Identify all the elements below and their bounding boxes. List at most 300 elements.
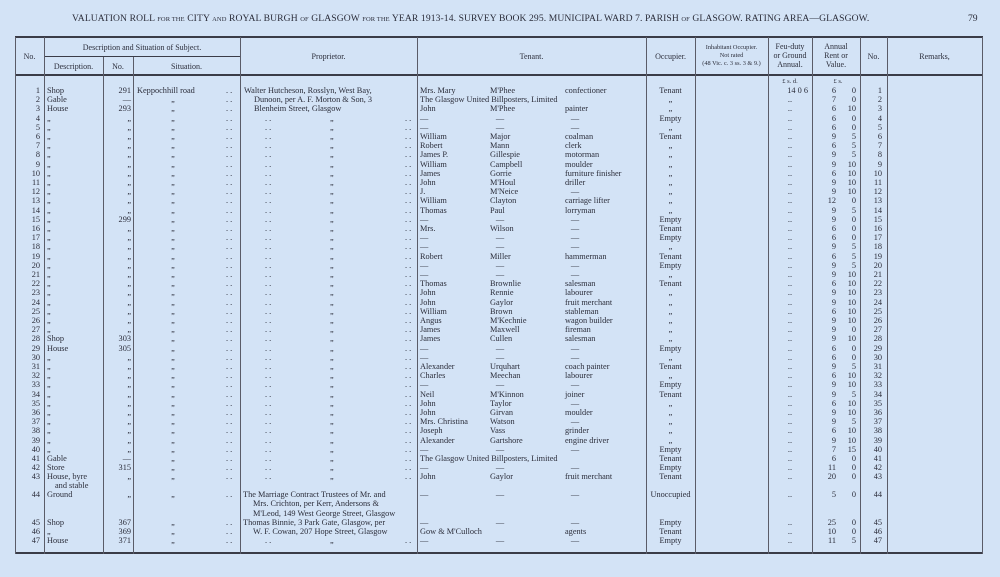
proprietor-ditto: „ <box>330 316 334 325</box>
rent-units: £ s. <box>833 78 843 85</box>
dot-leader: . . <box>226 518 233 527</box>
feu-duty: .. <box>787 454 793 463</box>
feu-duty: .. <box>787 288 793 298</box>
row-description: House, byre <box>47 472 88 482</box>
tenant-first-name: James <box>420 168 441 178</box>
row-situation: „ <box>171 168 175 178</box>
occupier: „ <box>668 398 673 408</box>
row-description: House <box>47 536 69 545</box>
proprietor-ditto: „ <box>330 362 334 371</box>
row-description: „ <box>47 352 51 362</box>
rent-shillings: 10 <box>847 187 856 197</box>
proprietor-ditto-dots: . . <box>265 279 272 289</box>
rent-pounds: 9 <box>831 325 836 335</box>
rent-shillings: 10 <box>847 297 856 307</box>
feu-duty: .. <box>787 343 793 353</box>
tenant-first-name: John <box>420 297 436 307</box>
tenant-first-name: — <box>420 352 429 362</box>
row-number-right: 21 <box>873 270 882 279</box>
occupier: „ <box>668 426 673 436</box>
proprietor-ditto-dots: . . <box>265 159 272 169</box>
row-description: „ <box>47 316 51 325</box>
proprietor-ditto-dots: . . <box>265 380 272 390</box>
row-situation: „ <box>171 224 175 233</box>
row-number: 31 <box>31 362 40 371</box>
proprietor-line: Blenheim Street, Glasgow <box>254 104 342 114</box>
occupier: „ <box>668 306 673 316</box>
tenant-surname: M'Kinnon <box>490 389 524 399</box>
dot-leader: . . <box>226 251 233 261</box>
table-top-rule <box>15 36 983 38</box>
row-description: „ <box>47 122 51 132</box>
feu-duty: .. <box>787 196 793 206</box>
header-line: Feu-duty <box>775 42 805 51</box>
row-number-right: 17 <box>873 233 882 243</box>
dot-leader: . . <box>226 141 233 151</box>
row-number-right: 33 <box>873 380 882 390</box>
rent-shillings: 0 <box>851 325 856 335</box>
occupier: „ <box>668 205 673 215</box>
rent-shillings: 10 <box>847 371 856 381</box>
rent-pounds: 6 <box>831 343 836 353</box>
rent-pounds: 6 <box>831 168 836 178</box>
row-number: 23 <box>31 288 40 298</box>
dot-leader: . . <box>226 205 233 215</box>
tenant-occupation: agents <box>565 527 587 536</box>
feu-duty: .. <box>787 518 793 527</box>
dot-leader: . . <box>405 435 412 445</box>
row-house-number: „ <box>127 270 131 279</box>
dot-leader: . . <box>226 306 233 316</box>
rent-pounds: 9 <box>831 205 836 215</box>
row-number: 40 <box>31 444 40 454</box>
tenant-surname: — <box>495 380 505 390</box>
dot-leader: . . <box>226 527 233 536</box>
title-part: AND <box>212 16 227 23</box>
row-house-number: — <box>122 454 131 463</box>
tenant-first-name: J. <box>420 187 426 197</box>
row-number: 24 <box>31 297 40 307</box>
proprietor-ditto-dots: . . <box>265 224 272 233</box>
row-description: „ <box>47 224 51 233</box>
feu-duty: .. <box>787 104 793 114</box>
row-house-number: 369 <box>118 527 131 536</box>
occupier: Tenant <box>659 86 682 95</box>
dot-leader: . . <box>226 316 233 325</box>
feu-duty: .. <box>787 205 793 215</box>
tenant-surname: Gillespie <box>490 150 520 160</box>
proprietor-ditto-dots: . . <box>265 178 272 187</box>
row-description: Gable <box>47 454 67 463</box>
header-line: Annual. <box>777 60 803 69</box>
proprietor-line: The Marriage Contract Trustees of Mr. and <box>243 490 386 499</box>
proprietor-ditto-dots: . . <box>265 435 272 445</box>
proprietor-ditto: „ <box>330 132 334 141</box>
proprietor-ditto: „ <box>330 150 334 160</box>
dot-leader: . . <box>226 536 233 545</box>
tenant-first-name: Thomas <box>420 279 447 289</box>
tenant-surname: Taylor <box>490 398 512 408</box>
proprietor-ditto: „ <box>330 398 334 408</box>
occupier: Empty <box>659 214 682 224</box>
title-part: OF <box>300 16 309 23</box>
tenant-first-name: John <box>420 398 436 408</box>
occupier: „ <box>668 325 673 335</box>
feu-duty: .. <box>787 242 793 252</box>
tenant-surname: Major <box>490 132 511 141</box>
rent-shillings: 0 <box>851 463 856 473</box>
rent-shillings: 5 <box>851 205 856 215</box>
occupier: Empty <box>659 260 682 270</box>
row-number: 36 <box>31 408 40 417</box>
proprietor-ditto-dots: . . <box>265 334 272 344</box>
feu-duty: .. <box>787 408 793 417</box>
tenant-occupation: fruit merchant <box>565 297 613 307</box>
title-part: ROYAL BURGH <box>229 13 298 24</box>
rent-pounds: 9 <box>831 270 836 279</box>
rent-pounds: 6 <box>831 113 836 123</box>
tenant-name: The Glasgow United Billposters, Limited <box>420 95 558 105</box>
tenant-occupation: engine driver <box>565 435 610 445</box>
rent-pounds: 6 <box>831 224 836 233</box>
feu-duty: .. <box>787 306 793 316</box>
proprietor-ditto: „ <box>330 536 334 545</box>
proprietor-ditto-dots: . . <box>265 343 272 353</box>
proprietor-ditto: „ <box>330 352 334 362</box>
occupier: „ <box>668 242 673 252</box>
tenant-surname: — <box>495 113 505 123</box>
header-no: No. <box>23 52 36 61</box>
occupier: „ <box>668 408 673 417</box>
row-situation: „ <box>171 527 175 536</box>
header-number: No. <box>112 62 124 71</box>
column-rule <box>887 37 888 554</box>
feu-duty: .. <box>787 297 793 307</box>
tenant-first-name: Mrs. Christina <box>420 417 468 427</box>
row-number-right: 42 <box>873 463 882 473</box>
proprietor-line: Thomas Binnie, 3 Park Gate, Glasgow, per <box>243 518 386 527</box>
dot-leader: . . <box>226 352 233 362</box>
row-situation: „ <box>171 389 175 399</box>
proprietor-ditto-dots: . . <box>265 205 272 215</box>
dot-leader: . . <box>226 454 233 463</box>
tenant-occupation: moulder <box>565 159 593 169</box>
tenant-first-name: Alexander <box>420 362 455 371</box>
feu-duty: .. <box>787 472 793 482</box>
row-situation: „ <box>171 352 175 362</box>
tenant-surname: — <box>495 233 505 243</box>
column-rule <box>44 37 45 554</box>
proprietor-ditto: „ <box>330 306 334 316</box>
row-description: „ <box>47 325 51 335</box>
tenant-occupation: — <box>570 122 580 132</box>
proprietor-ditto: „ <box>330 472 334 482</box>
rent-pounds: 7 <box>831 95 836 105</box>
feu-duty: .. <box>787 334 793 344</box>
row-situation: „ <box>171 490 175 499</box>
dot-leader: . . <box>405 224 412 233</box>
proprietor-ditto-dots: . . <box>265 270 272 279</box>
row-description: „ <box>47 297 51 307</box>
row-number-right: 27 <box>873 325 882 335</box>
occupier: „ <box>668 270 673 279</box>
dot-leader: . . <box>226 389 233 399</box>
feu-duty: .. <box>787 371 793 381</box>
rent-shillings: 0 <box>851 196 856 206</box>
row-number: 16 <box>31 224 40 233</box>
header-line: Value. <box>825 60 847 69</box>
row-number-right: 30 <box>873 352 882 362</box>
tenant-surname: Gartshore <box>490 435 523 445</box>
tenant-occupation: driller <box>565 178 586 187</box>
rent-pounds: 9 <box>831 297 836 307</box>
tenant-surname: Clayton <box>490 196 517 206</box>
proprietor-ditto: „ <box>330 279 334 289</box>
rent-shillings: 10 <box>847 408 856 417</box>
row-situation: „ <box>171 159 175 169</box>
row-description: „ <box>47 398 51 408</box>
row-house-number: „ <box>127 233 131 243</box>
row-situation: „ <box>171 380 175 390</box>
row-number: 19 <box>31 251 40 261</box>
row-number-right: 11 <box>874 178 882 187</box>
row-house-number: 305 <box>118 343 131 353</box>
row-situation: „ <box>171 334 175 344</box>
occupier: Tenant <box>659 224 682 233</box>
row-situation: „ <box>171 104 175 114</box>
row-number: 37 <box>31 417 40 427</box>
row-situation: „ <box>171 196 175 206</box>
tenant-surname: M'Phee <box>490 86 516 95</box>
tenant-first-name: Thomas <box>420 205 447 215</box>
tenant-first-name: Alexander <box>420 435 455 445</box>
dot-leader: . . <box>405 454 412 463</box>
tenant-occupation: moulder <box>565 408 593 417</box>
row-house-number: 303 <box>118 334 131 344</box>
dot-leader: . . <box>226 362 233 371</box>
rent-shillings: 10 <box>847 168 856 178</box>
tenant-occupation: — <box>570 113 580 123</box>
row-house-number: „ <box>127 260 131 270</box>
row-number-right: 35 <box>873 398 882 408</box>
occupier: Tenant <box>659 251 682 261</box>
proprietor-ditto: „ <box>330 122 334 132</box>
proprietor-line: Walter Hutcheson, Rosslyn, West Bay, <box>244 86 372 95</box>
dot-leader: . . <box>226 233 233 243</box>
proprietor-ditto: „ <box>330 454 334 463</box>
rent-pounds: 9 <box>831 260 836 270</box>
rent-shillings: 10 <box>847 270 856 279</box>
dot-leader: . . <box>226 104 233 114</box>
proprietor-ditto: „ <box>330 214 334 224</box>
occupier: Tenant <box>659 472 682 482</box>
row-number: 38 <box>31 426 40 436</box>
tenant-first-name: William <box>420 132 447 141</box>
tenant-first-name: — <box>420 343 429 353</box>
proprietor-ditto-dots: . . <box>265 113 272 123</box>
page-title <box>72 13 869 24</box>
title-part: GLASGOW <box>311 13 360 24</box>
rent-shillings: 10 <box>847 159 856 169</box>
rent-shillings: 5 <box>851 242 856 252</box>
row-number-right: 2 <box>877 95 882 105</box>
row-number-right: 23 <box>873 288 882 298</box>
proprietor-ditto: „ <box>330 251 334 261</box>
rent-shillings: 0 <box>851 454 856 463</box>
rent-pounds: 6 <box>831 233 836 243</box>
tenant-first-name: James P. <box>420 150 449 160</box>
tenant-surname: — <box>495 352 505 362</box>
proprietor-ditto: „ <box>330 444 334 454</box>
row-description: „ <box>47 408 51 417</box>
row-situation: „ <box>171 472 175 482</box>
tenant-surname: Brown <box>490 306 513 316</box>
tenant-occupation: coach painter <box>565 362 610 371</box>
proprietor-ditto-dots: . . <box>265 122 272 132</box>
proprietor-ditto: „ <box>330 288 334 298</box>
feu-duty: .. <box>787 251 793 261</box>
dot-leader: . . <box>405 196 412 206</box>
title-part: GLASGOW. RATING AREA—GLASGOW. <box>692 13 870 24</box>
tenant-surname: — <box>495 536 505 545</box>
proprietor-ditto: „ <box>330 159 334 169</box>
feu-duty: .. <box>787 132 793 141</box>
tenant-first-name: William <box>420 306 447 316</box>
row-number: 14 <box>31 205 40 215</box>
feu-duty: .. <box>787 490 793 499</box>
occupier: „ <box>668 159 673 169</box>
tenant-occupation: — <box>570 444 580 454</box>
dot-leader: . . <box>226 380 233 390</box>
tenant-first-name: Gow & M'Culloch <box>420 527 482 536</box>
header-no-right: No. <box>867 52 880 61</box>
tenant-surname: Mann <box>490 141 510 151</box>
dot-leader: . . <box>405 371 412 381</box>
row-situation: „ <box>171 214 175 224</box>
tenant-surname: Miller <box>490 251 511 261</box>
rent-shillings: 0 <box>851 352 856 362</box>
tenant-occupation: hammerman <box>565 251 607 261</box>
title-part: YEAR 1913-14. SURVEY BOOK 295. MUNICIPAL WARD 7. PARISH <box>391 13 679 24</box>
row-description: Ground <box>47 490 73 499</box>
proprietor-ditto-dots: . . <box>265 233 272 243</box>
dot-leader: . . <box>405 463 412 473</box>
tenant-occupation: — <box>570 380 580 390</box>
rent-pounds: 9 <box>831 408 836 417</box>
proprietor-ditto-dots: . . <box>265 371 272 381</box>
proprietor-ditto-dots: . . <box>265 150 272 160</box>
dot-leader: . . <box>226 444 233 454</box>
dot-leader: . . <box>226 132 233 141</box>
rent-pounds: 9 <box>831 214 836 224</box>
row-number-right: 20 <box>873 260 882 270</box>
occupier: „ <box>668 334 673 344</box>
proprietor-ditto: „ <box>330 334 334 344</box>
rent-shillings: 0 <box>851 472 856 482</box>
header-description-group: Description and Situation of Subject. <box>82 43 202 52</box>
feu-duty: .. <box>787 417 793 427</box>
tenant-occupation: painter <box>565 104 589 114</box>
proprietor-ditto-dots: . . <box>265 251 272 261</box>
row-description: „ <box>47 168 51 178</box>
row-description: Shop <box>47 518 65 527</box>
dot-leader: . . <box>226 343 233 353</box>
row-number-right: 15 <box>873 214 882 224</box>
rent-pounds: 20 <box>827 472 836 482</box>
row-situation: „ <box>171 205 175 215</box>
feu-duty: .. <box>787 435 793 445</box>
dot-leader: . . <box>405 178 412 187</box>
feu-duty: .. <box>787 233 793 243</box>
row-house-number: 315 <box>118 463 131 473</box>
tenant-surname: Maxwell <box>490 325 520 335</box>
row-situation: „ <box>171 362 175 371</box>
row-description: „ <box>47 270 51 279</box>
row-situation: „ <box>171 463 175 473</box>
tenant-occupation: — <box>570 490 580 499</box>
row-number-right: 8 <box>877 150 882 160</box>
feu-duty: 14 0 6 <box>787 86 808 95</box>
occupier: „ <box>668 187 673 197</box>
rent-shillings: 10 <box>847 380 856 390</box>
row-description: „ <box>47 150 51 160</box>
proprietor-trustees <box>243 490 395 518</box>
dot-leader: . . <box>405 260 412 270</box>
rent-shillings: 0 <box>851 527 856 536</box>
row-number-right: 43 <box>873 472 882 482</box>
header-bottom-rule <box>15 74 983 76</box>
rent-shillings: 0 <box>851 233 856 243</box>
proprietor-ditto-dots: . . <box>265 196 272 206</box>
occupier: „ <box>668 417 673 427</box>
rent-shillings: 0 <box>851 214 856 224</box>
row-number: 44 <box>31 490 40 499</box>
proprietor-ditto-dots: . . <box>265 362 272 371</box>
tenant-surname: Rennie <box>490 288 514 298</box>
occupier: „ <box>668 316 673 325</box>
header-line: or Ground <box>773 51 807 60</box>
tenant-first-name: Neil <box>420 389 435 399</box>
tenant-first-name: — <box>420 270 429 279</box>
row-number: 46 <box>31 527 40 536</box>
dot-leader: . . <box>226 196 233 206</box>
tenant-surname: — <box>495 214 505 224</box>
occupier: Empty <box>659 113 682 123</box>
tenant-surname: — <box>495 270 505 279</box>
row-number-right: 37 <box>873 417 882 427</box>
row-house-number: „ <box>127 371 131 381</box>
dot-leader: . . <box>226 325 233 335</box>
rent-pounds: 9 <box>831 288 836 298</box>
row-number: 26 <box>31 316 40 325</box>
feu-duty: .. <box>787 362 793 371</box>
tenant-surname: Paul <box>490 205 505 215</box>
occupier: Tenant <box>659 389 682 399</box>
row-house-number: „ <box>127 132 131 141</box>
row-situation: „ <box>171 343 175 353</box>
proprietor-ditto: „ <box>330 196 334 206</box>
tenant-first-name: — <box>420 113 429 123</box>
row-situation: „ <box>171 536 175 545</box>
header-proprietor: Proprietor. <box>311 52 346 61</box>
row-number-right: 1 <box>877 86 882 95</box>
dot-leader: . . <box>226 260 233 270</box>
row-number: 42 <box>31 463 40 473</box>
row-situation: „ <box>171 270 175 279</box>
tenant-surname: M'Neice <box>490 187 519 197</box>
row-number-right: 12 <box>873 187 882 197</box>
row-description: „ <box>47 279 51 289</box>
